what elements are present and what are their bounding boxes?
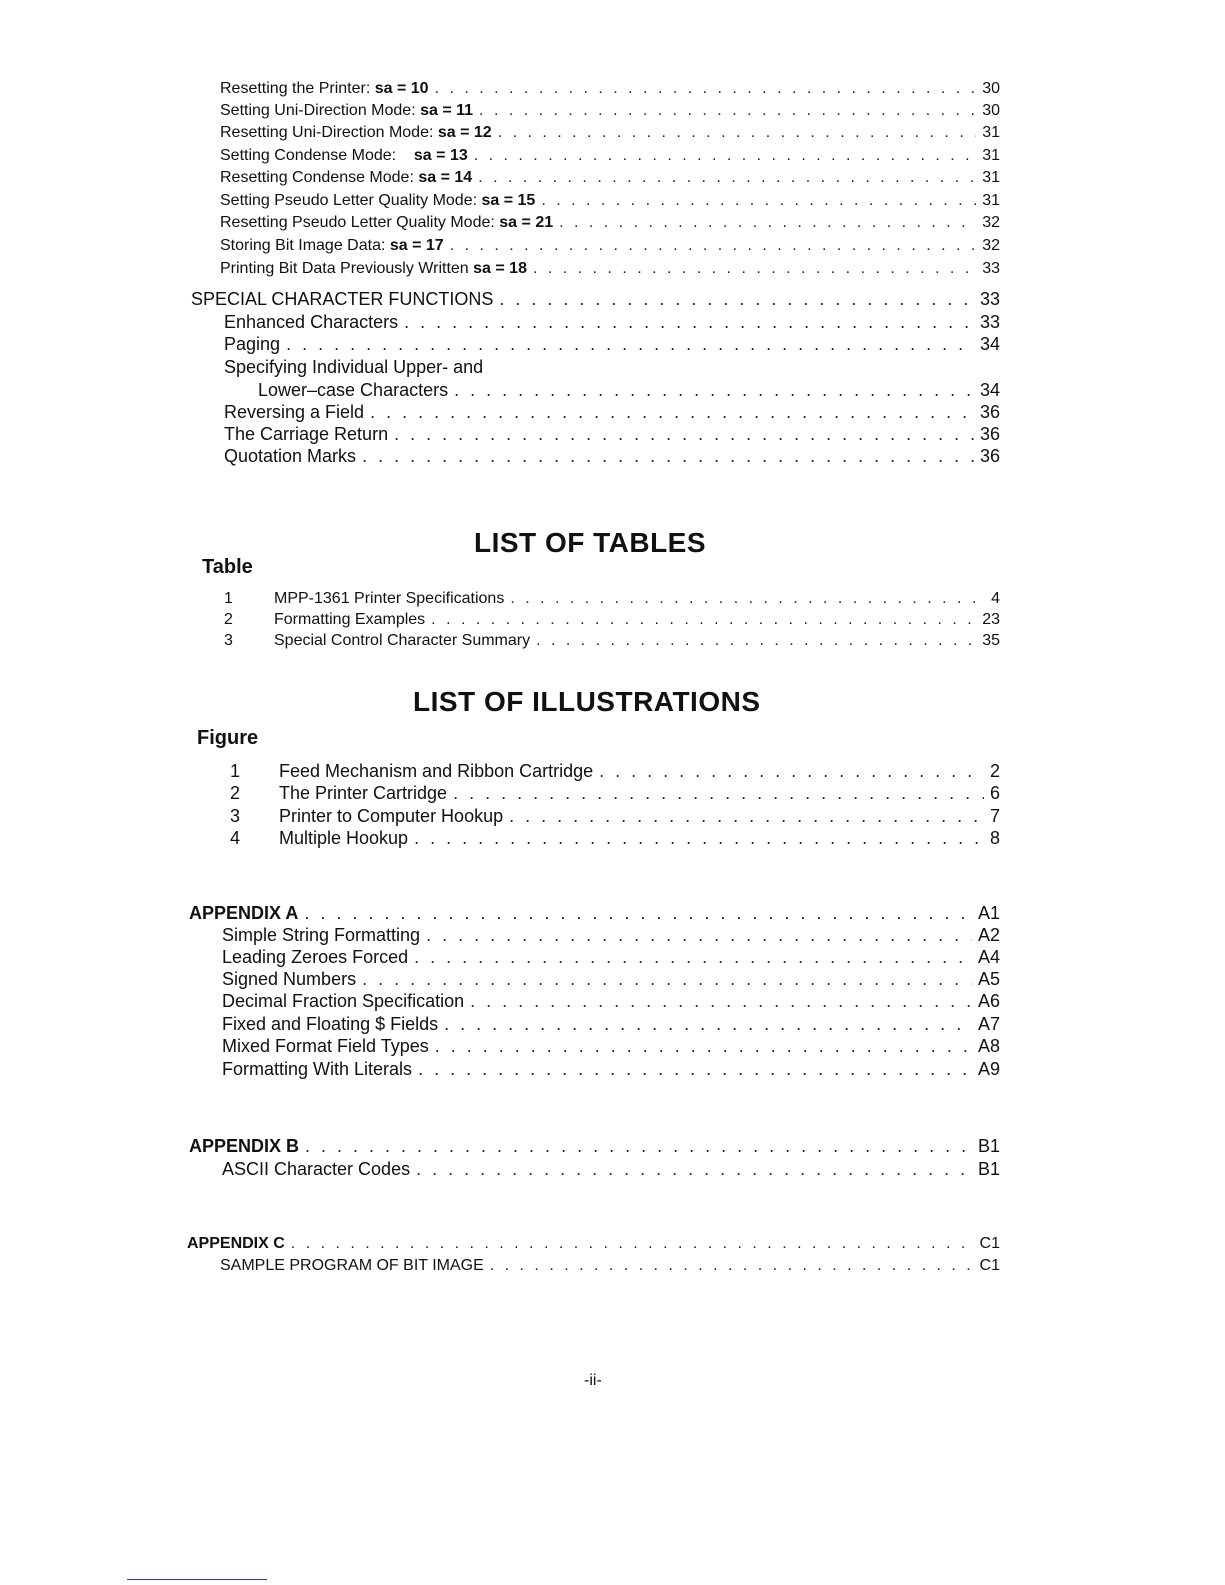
- entry-page: 35: [982, 632, 1000, 649]
- leader-dots: [490, 1257, 974, 1275]
- toc-entry-simple-string: [222, 925, 1000, 946]
- toc-appendix-a: [189, 903, 1000, 924]
- entry-label: Quotation Marks: [224, 446, 357, 466]
- entry-label: Decimal Fraction Specification: [222, 991, 465, 1011]
- appendix-title: APPENDIX A: [189, 903, 299, 923]
- table-entry: [274, 590, 1000, 608]
- entry-label: Signed Numbers: [222, 969, 357, 989]
- entry-label: Resetting Uni-Direction Mode:: [220, 124, 434, 141]
- appendix-page: B1: [977, 1136, 1000, 1156]
- toc-entry-fixed-floating: [222, 1014, 1000, 1035]
- figure-entry: [279, 828, 1000, 849]
- leader-dots: [305, 1136, 972, 1157]
- entry-label: Printing Bit Data Previously Written: [220, 260, 469, 277]
- toc-entry-leading-zeroes: [222, 947, 1000, 968]
- leader-dots: [450, 237, 977, 255]
- leader-dots: [510, 590, 985, 608]
- leader-dots: [474, 147, 976, 165]
- entry-code: sa = 13: [413, 147, 468, 164]
- entry-label: Paging: [224, 334, 281, 354]
- figure-number: 4: [230, 828, 241, 848]
- entry-page: A7: [977, 1014, 1000, 1034]
- leader-dots: [559, 214, 976, 232]
- entry-page: 36: [979, 424, 1000, 444]
- leader-dots: [454, 380, 974, 401]
- entry-code: sa = 11: [420, 102, 474, 119]
- toc-entry-store-bit-image: [220, 237, 1000, 255]
- leader-dots: [453, 783, 984, 804]
- figure-entry: [279, 783, 1000, 804]
- toc-entry-print-bit-data: [220, 260, 1000, 278]
- figure-number: 1: [230, 761, 241, 781]
- leader-dots: [541, 192, 976, 210]
- toc-entry-paging: [224, 334, 1000, 355]
- leader-dots: [599, 761, 984, 782]
- entry-page: 36: [979, 446, 1000, 466]
- leader-dots: [418, 1059, 972, 1080]
- toc-entry-enhanced: [224, 312, 1000, 333]
- toc-entry-ascii: [222, 1159, 1000, 1180]
- entry-page: 23: [982, 611, 1000, 628]
- entry-label: Special Control Character Summary: [274, 632, 531, 649]
- page-number: -ii-: [584, 1372, 602, 1389]
- toc-entry-reset-plq: [220, 214, 1000, 232]
- toc-entry-quotation: [224, 446, 1000, 467]
- toc-entry-reset-uni-direction: [220, 124, 1000, 142]
- toc-entry-literals: [222, 1059, 1000, 1080]
- entry-page: 31: [982, 124, 1000, 141]
- entry-page: 2: [989, 761, 1000, 781]
- entry-code: sa = 10: [374, 80, 429, 97]
- leader-dots: [478, 169, 976, 187]
- entry-label: Fixed and Floating $ Fields: [222, 1014, 439, 1034]
- toc-entry-specifying: Specifying Individual Upper- and: [224, 357, 484, 377]
- leader-dots: [426, 925, 972, 946]
- table-entry: [274, 632, 1000, 650]
- entry-code: sa = 12: [437, 124, 492, 141]
- table-number: 3: [224, 632, 233, 649]
- leader-dots: [291, 1235, 974, 1253]
- entry-label: ASCII Character Codes: [222, 1159, 411, 1179]
- leader-dots: [304, 903, 972, 924]
- entry-label: Leading Zeroes Forced: [222, 947, 409, 967]
- appendix-page: C1: [979, 1235, 1000, 1252]
- entry-page: 8: [989, 828, 1000, 848]
- entry-page: 36: [979, 402, 1000, 422]
- entry-label: Feed Mechanism and Ribbon Cartridge: [279, 761, 594, 781]
- entry-page: 31: [982, 147, 1000, 164]
- entry-page: 34: [979, 380, 1000, 400]
- leader-dots: [416, 1159, 972, 1180]
- toc-entry-set-uni-direction: [220, 102, 1000, 120]
- entry-label: Formatting With Literals: [222, 1059, 413, 1079]
- entry-page: 32: [982, 214, 1000, 231]
- entry-page: 30: [982, 80, 1000, 97]
- entry-code: sa = 14: [418, 169, 473, 186]
- leader-dots: [435, 80, 977, 98]
- leader-dots: [470, 991, 972, 1012]
- toc-entry-carriage-return: [224, 424, 1000, 445]
- table-number: 1: [224, 590, 233, 607]
- entry-label: Mixed Format Field Types: [222, 1036, 429, 1056]
- entry-label: Multiple Hookup: [279, 828, 409, 848]
- entry-label: The Printer Cartridge: [279, 783, 448, 803]
- entry-page: 4: [991, 590, 1000, 607]
- leader-dots: [479, 102, 976, 120]
- entry-page: A4: [977, 947, 1000, 967]
- entry-label: Resetting the Printer:: [220, 80, 371, 97]
- entry-code: sa = 18: [473, 260, 527, 277]
- leader-dots: [533, 260, 976, 278]
- entry-label: Lower–case Characters: [258, 380, 449, 400]
- toc-entry-decimal-fraction: [222, 991, 1000, 1012]
- table-number: 2: [224, 611, 233, 628]
- figure-column-label: Figure: [197, 727, 259, 749]
- table-entry: [274, 611, 1000, 629]
- leader-dots: [499, 289, 974, 310]
- toc-entry-set-plq: [220, 192, 1000, 210]
- entry-label: The Carriage Return: [224, 424, 389, 444]
- entry-page: B1: [977, 1159, 1000, 1179]
- entry-code: sa = 21: [499, 214, 554, 231]
- entry-label: Reversing a Field: [224, 402, 365, 422]
- entry-page: A6: [977, 991, 1000, 1011]
- entry-code: sa = 17: [389, 237, 444, 254]
- toc-entry-reset-condense: [220, 169, 1000, 187]
- toc-entry-lower-case: [258, 380, 1000, 401]
- section-title: SPECIAL CHARACTER FUNCTIONS: [191, 289, 494, 309]
- entry-page: 32: [982, 237, 1000, 254]
- figure-entry: [279, 761, 1000, 782]
- leader-dots: [444, 1014, 972, 1035]
- entry-page: 30: [982, 102, 1000, 119]
- toc-appendix-c: [187, 1235, 1000, 1253]
- leader-dots: [498, 124, 977, 142]
- figure-number: 3: [230, 806, 241, 826]
- figure-entry: [279, 806, 1000, 827]
- entry-page: C1: [979, 1257, 1000, 1274]
- leader-dots: [362, 969, 972, 990]
- leader-dots: [394, 424, 974, 445]
- entry-label: MPP-1361 Printer Specifications: [274, 590, 505, 607]
- toc-section-special: [191, 289, 1000, 310]
- leader-dots: [414, 947, 972, 968]
- toc-entry-signed-numbers: [222, 969, 1000, 990]
- figure-number: 2: [230, 783, 241, 803]
- bottom-rule: [127, 1579, 267, 1580]
- entry-page: 33: [979, 312, 1000, 332]
- toc-entry-mixed-format: [222, 1036, 1000, 1057]
- entry-code: sa = 15: [481, 192, 536, 209]
- leader-dots: [286, 334, 974, 355]
- leader-dots: [536, 632, 976, 650]
- leader-dots: [404, 312, 974, 333]
- entry-label: Resetting Pseudo Letter Quality Mode:: [220, 214, 495, 231]
- entry-page: A2: [977, 925, 1000, 945]
- entry-page: A8: [977, 1036, 1000, 1056]
- table-column-label: Table: [202, 556, 253, 578]
- appendix-page: A1: [977, 903, 1000, 923]
- entry-page: 34: [979, 334, 1000, 354]
- entry-page: 31: [982, 169, 1000, 186]
- entry-page: 31: [982, 192, 1000, 209]
- leader-dots: [370, 402, 974, 423]
- entry-label: Setting Uni-Direction Mode:: [220, 102, 416, 119]
- list-of-illustrations-heading: LIST OF ILLUSTRATIONS: [413, 686, 761, 717]
- entry-label: Setting Condense Mode:: [220, 147, 397, 164]
- toc-entry-reset-printer: [220, 80, 1000, 98]
- toc-entry-set-condense: [220, 147, 1000, 165]
- entry-label: Storing Bit Image Data:: [220, 237, 386, 254]
- entry-page: 6: [989, 783, 1000, 803]
- leader-dots: [414, 828, 984, 849]
- list-of-tables-heading: LIST OF TABLES: [474, 527, 707, 558]
- appendix-title: APPENDIX C: [187, 1235, 285, 1252]
- section-page: 33: [979, 289, 1000, 309]
- toc-entry-sample-program: [220, 1257, 1000, 1275]
- entry-label: Setting Pseudo Letter Quality Mode:: [220, 192, 478, 209]
- entry-label: Enhanced Characters: [224, 312, 399, 332]
- entry-page: A9: [977, 1059, 1000, 1079]
- leader-dots: [431, 611, 976, 629]
- entry-label: Printer to Computer Hookup: [279, 806, 504, 826]
- entry-label: Resetting Condense Mode:: [220, 169, 414, 186]
- entry-label: Simple String Formatting: [222, 925, 421, 945]
- toc-entry-reversing: [224, 402, 1000, 423]
- toc-appendix-b: [189, 1136, 1000, 1157]
- appendix-title: APPENDIX B: [189, 1136, 300, 1156]
- entry-page: 7: [989, 806, 1000, 826]
- entry-page: 33: [982, 260, 1000, 277]
- leader-dots: [435, 1036, 972, 1057]
- entry-label: Formatting Examples: [274, 611, 426, 628]
- entry-page: A5: [977, 969, 1000, 989]
- leader-dots: [509, 806, 984, 827]
- entry-label: SAMPLE PROGRAM OF BIT IMAGE: [220, 1257, 484, 1274]
- leader-dots: [362, 446, 974, 467]
